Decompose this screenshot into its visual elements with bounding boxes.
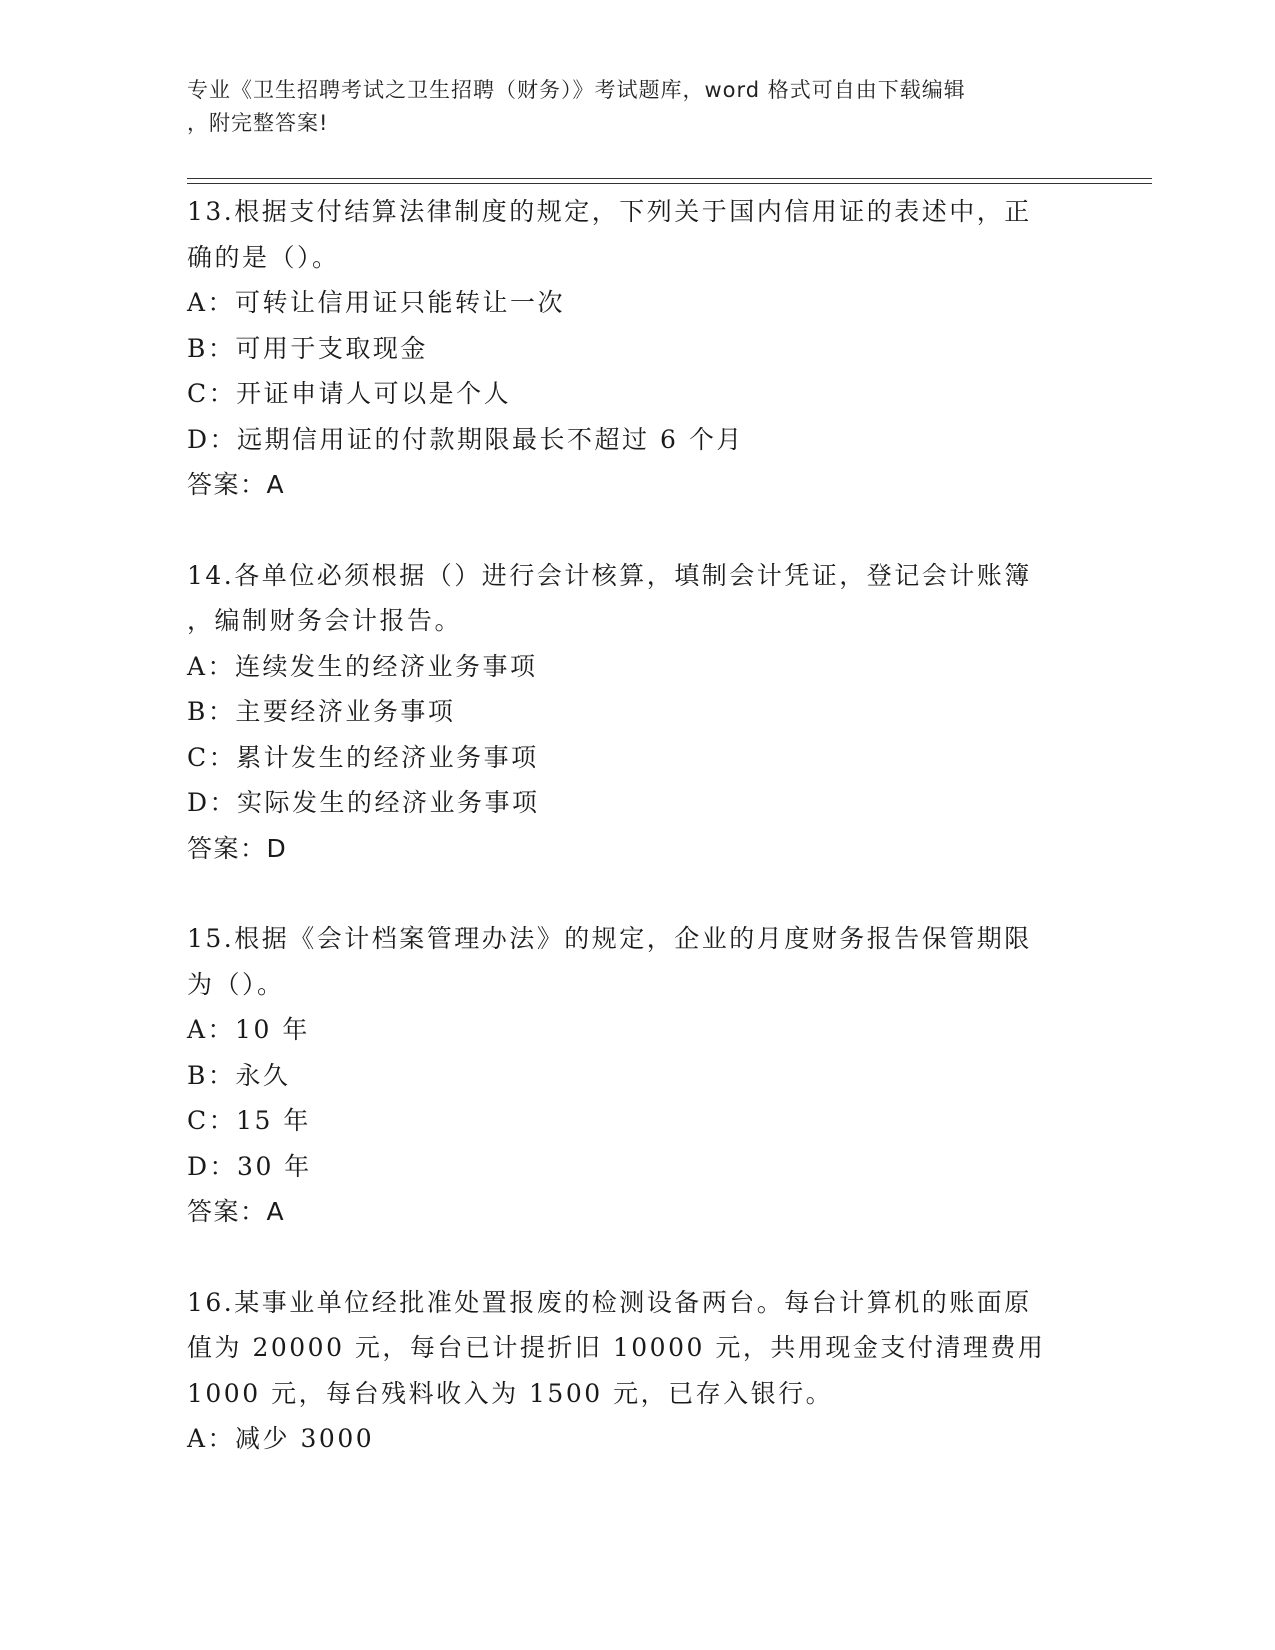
question-14 [187,553,1087,872]
question-15 [187,916,1087,1235]
option-b: B：可用于支取现金 [187,333,428,363]
question-stem-line: 13.根据支付结算法律制度的规定，下列关于国内信用证的表述中，正 [187,197,1032,226]
question-13 [187,189,1087,508]
option-c: C：累计发生的经济业务事项 [187,742,539,772]
answer-line: 答案：A [187,470,286,499]
header-rule-bottom [187,183,1152,184]
header-line-2: ，附完整答案! [187,111,329,135]
question-stem-line: 1000 元，每台残料收入为 1500 元，已存入银行。 [187,1378,834,1408]
question-stem-line: 14.各单位必须根据（）进行会计核算，填制会计凭证，登记会计账簿 [187,560,1032,590]
option-a: A：连续发生的经济业务事项 [187,651,538,681]
option-a: A：可转让信用证只能转让一次 [187,288,566,317]
question-stem-line: 为（）。 [187,969,285,999]
option-d: D：远期信用证的付款期限最长不超过 6 个月 [187,424,744,454]
header-rule-top [187,178,1152,179]
option-a: A：减少 3000 [187,1424,375,1453]
question-stem-line: 16.某事业单位经批准处置报废的检测设备两台。每台计算机的账面原 [187,1287,1032,1317]
question-stem-line: 值为 20000 元，每台已计提折旧 10000 元，共用现金支付清理费用 [187,1333,1046,1362]
question-stem-line: ，编制财务会计报告。 [187,606,463,635]
question-16 [187,1280,1087,1462]
option-a: A：10 年 [187,1015,310,1044]
document-header [187,74,1067,140]
option-b: B：永久 [187,1060,291,1090]
option-c: C：开证申请人可以是个人 [187,379,512,408]
option-d: D：实际发生的经济业务事项 [187,788,540,817]
option-c: C：15 年 [187,1106,311,1135]
header-line-1: 专业《卫生招聘考试之卫生招聘（财务）》考试题库，word 格式可自由下载编辑 [187,78,966,102]
question-list [187,189,1087,1507]
question-stem-line: 确的是（）。 [187,242,340,272]
answer-line: 答案：D [187,833,288,863]
answer-line: 答案：A [187,1197,286,1226]
option-b: B：主要经济业务事项 [187,697,456,726]
question-stem-line: 15.根据《会计档案管理办法》的规定，企业的月度财务报告保管期限 [187,924,1032,953]
option-d: D：30 年 [187,1151,312,1181]
